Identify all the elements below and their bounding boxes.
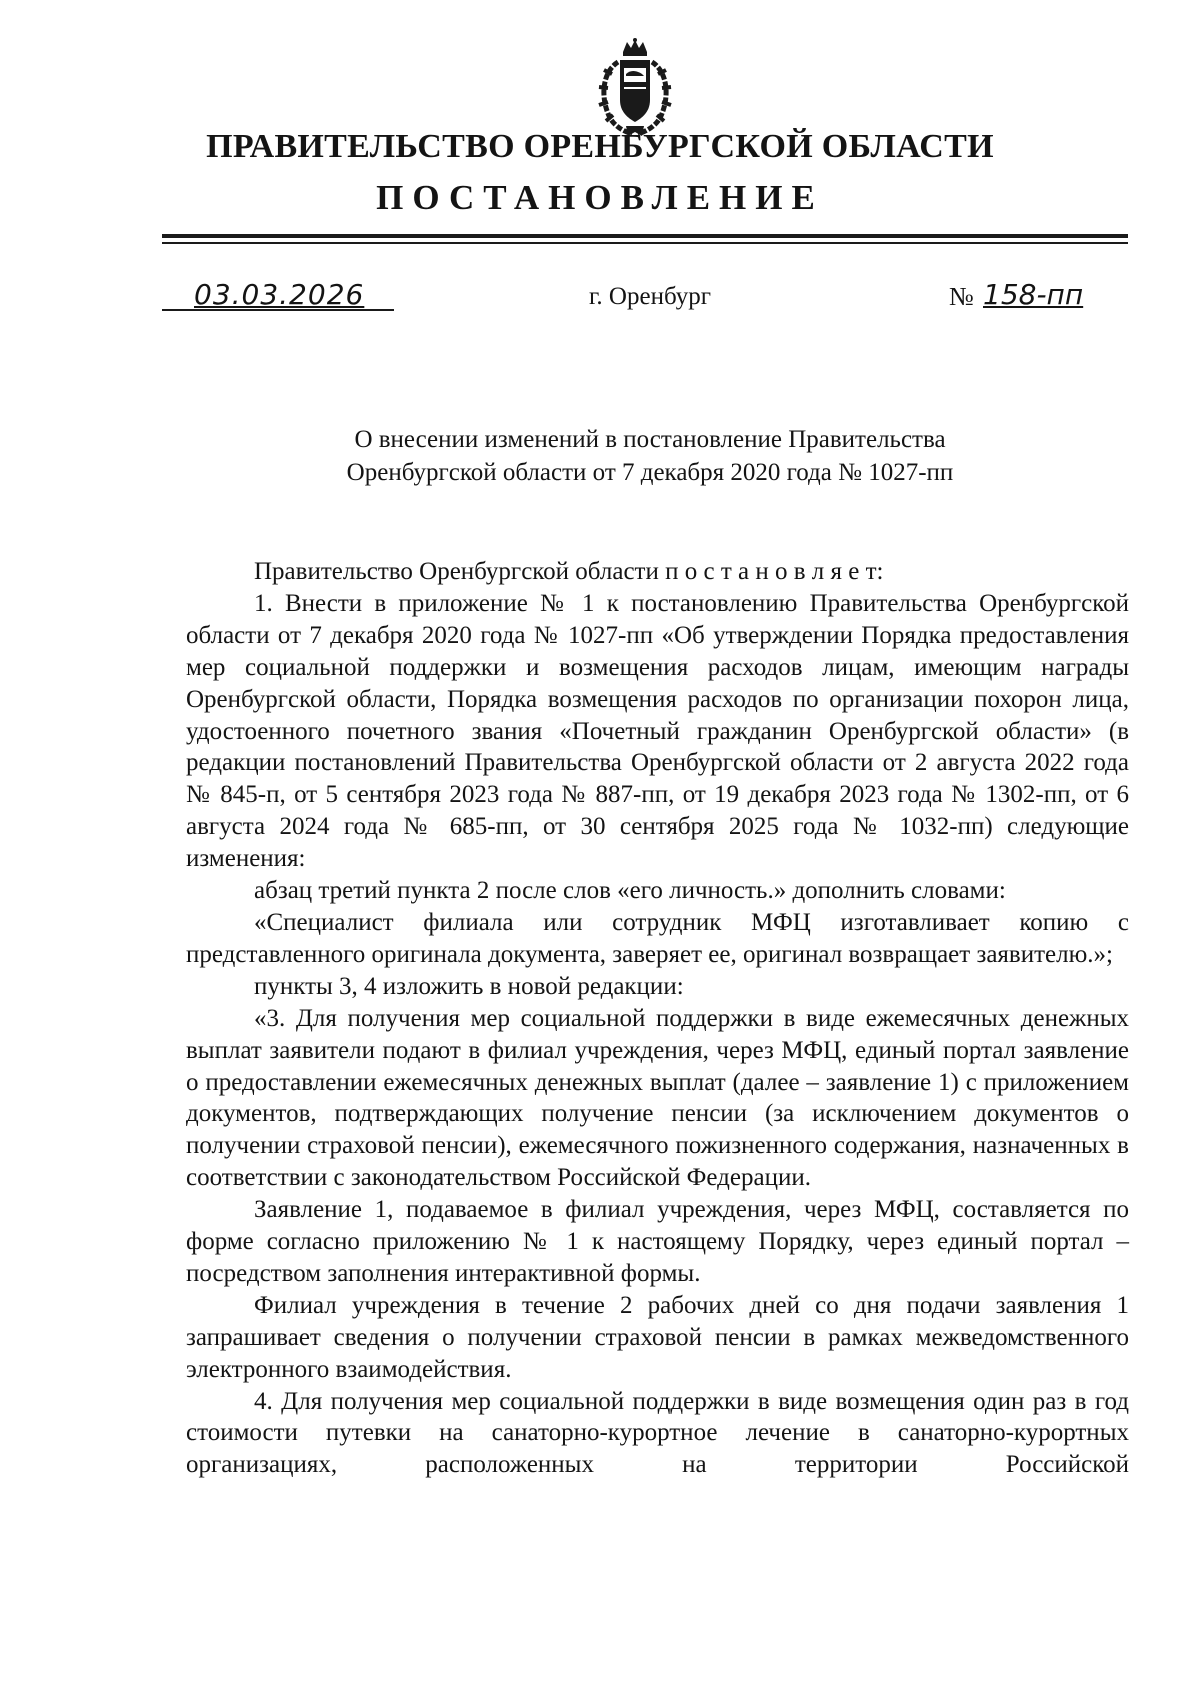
- subject-line-2: Оренбургской области от 7 декабря 2020 года № 1027-пп: [346, 459, 954, 486]
- body-paragraph-7: Филиал учреждения в течение 2 рабочих дней со дня подачи заявления 1 запрашивает сведения о получении страховой пенсии в рамках межведомственного электронного взаимодействия.: [186, 1291, 1129, 1383]
- body-preamble: Правительство Оренбургской области п о с т а н о в л я е т:: [254, 558, 884, 585]
- header-divider-thin: [162, 242, 1128, 244]
- document-city: г. Оренбург: [589, 283, 711, 310]
- number-sign: №: [949, 282, 974, 311]
- body-paragraph-3: «Специалист филиала или сотрудник МФЦ изготавливает копию с представленного оригинала документа, заверяет ее, оригинал возвращает заявителю.»;: [186, 908, 1129, 968]
- body-paragraph-6: Заявление 1, подаваемое в филиал учреждения, через МФЦ, составляется по форме согласно приложению № 1 к настоящему Порядку, через единый портал – посредством заполнения интерактивной формы.: [186, 1196, 1129, 1287]
- document-number: 158-пп: [983, 278, 1084, 311]
- body-paragraph-5: «3. Для получения мер социальной поддержки в виде ежемесячных денежных выплат заявители подают в филиал учреждения, через МФЦ, единый портал заявление о предоставлении ежемесячных денежных выплат (далее – заявление 1) с приложением документов, подтверждающих получение пенсии (за исключением документов о получении страховой пенсии), ежемесячного пожизненного содержания, назначенных в соответствии с законодательством Российской Федерации.: [186, 1004, 1129, 1192]
- orenburg-coat-of-arms-icon: [596, 38, 674, 138]
- document-date: 03.03.2026: [194, 278, 365, 311]
- body-paragraph-8: 4. Для получения мер социальной поддержки в виде возмещения один раз в год стоимости путевки на санаторно-курортное лечение в санаторно-курортных организациях, расположенных на территории Российской: [186, 1387, 1129, 1479]
- body-paragraph-1: 1. Внести в приложение № 1 к постановлению Правительства Оренбургской области от 7 декабря 2020 года № 1027-пп «Об утверждении Порядка предоставления мер социальной поддержки и возмещения расходов лицам, имеющим награды Оренбургской области, Порядка возмещения расходов по организации похорон лица, удостоенного почетного звания «Почетный гражданин Оренбургской области» (в редакции постановлений Правительства Оренбургской области от 2 августа 2022 года № 845-п, от 5 сентября 2023 года № 887-пп, от 19 декабря 2023 года № 1302-пп, от 6 августа 2024 года № 685-пп, от 30 сентября 2025 года № 1032-пп) следующие изменения:: [186, 589, 1129, 873]
- body-paragraph-2: абзац третий пункта 2 после слов «его личность.» дополнить словами:: [254, 877, 1006, 905]
- subject-line-1: О внесении изменений в постановление Правительства: [354, 426, 946, 453]
- document-body: [186, 556, 1129, 1481]
- document-type-title: ПОСТАНОВЛЕНИЕ: [376, 178, 824, 217]
- body-paragraph-4: пункты 3, 4 изложить в новой редакции:: [254, 972, 684, 1000]
- document-subject: [250, 423, 1050, 489]
- organization-title: ПРАВИТЕЛЬСТВО ОРЕНБУРГСКОЙ ОБЛАСТИ: [206, 128, 994, 165]
- header-divider-thick: [162, 234, 1128, 238]
